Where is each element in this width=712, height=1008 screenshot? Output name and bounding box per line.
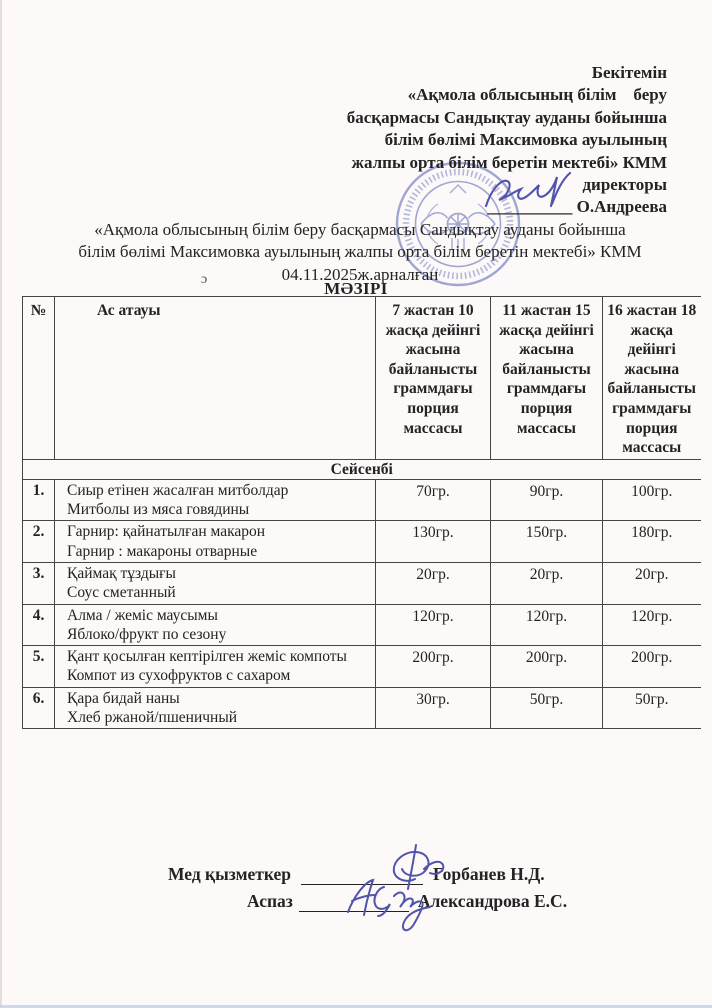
day-label: Сейсенбі (23, 459, 701, 479)
portion-16-18: 50гр. (603, 687, 701, 729)
dish-name-ru: Хлеб ржаной/пшеничный (67, 709, 238, 727)
dish-name (55, 604, 376, 646)
table-row (23, 604, 701, 646)
table-row (23, 646, 701, 688)
portion-7-10: 120гр. (376, 604, 491, 646)
portion-16-18: 120гр. (603, 604, 701, 646)
director-signature-icon (478, 168, 582, 216)
portion-16-18: 20гр. (603, 562, 701, 604)
day-row (23, 459, 701, 479)
portion-16-18: 200гр. (603, 646, 701, 688)
portion-11-15: 20гр. (491, 562, 603, 604)
col-header-dish: Ас атауы (55, 297, 376, 460)
dish-name-kk: Гарнир: қайнатылған макарон (67, 523, 266, 541)
dish-name-kk: Қант қосылған кептірілген жеміс компоты (67, 648, 347, 666)
approval-line: Бекітемін (591, 63, 667, 82)
table-row (23, 687, 701, 729)
row-number: 4. (23, 604, 55, 646)
portion-11-15: 120гр. (491, 604, 603, 646)
portion-16-18: 100гр. (603, 479, 701, 521)
dish-name (55, 521, 376, 563)
portion-7-10: 30гр. (376, 687, 491, 729)
table-row (23, 479, 701, 521)
dish-name-ru: Компот из сухофруктов с сахаром (67, 667, 291, 685)
dish-name (55, 646, 376, 688)
dish-name (55, 562, 376, 604)
portion-11-15: 150гр. (491, 521, 603, 563)
med-worker-name: Горбанев Н.Д. (433, 864, 545, 884)
intro-line: 04.11.2025ж.арналған (281, 264, 439, 284)
row-number: 5. (23, 646, 55, 688)
dish-name (55, 479, 376, 521)
med-worker-role-label: Мед қызметкер (168, 864, 292, 884)
col-header-number: № (23, 297, 55, 460)
row-number: 2. (23, 521, 55, 563)
dish-name-kk: Алма / жеміс маусымы (67, 606, 218, 624)
approval-line: жалпы орта білім беретін мектебі» КММ (351, 152, 667, 172)
portion-16-18: 180гр. (603, 521, 701, 563)
menu-table (22, 296, 701, 729)
portion-7-10: 130гр. (376, 521, 491, 563)
approval-line: білім бөлімі Максимовка ауылының (384, 130, 667, 150)
col-header-age-7-10: 7 жастан 10 жасқа дейінгі жасына байланысты граммдағы порция массасы (376, 297, 491, 460)
scan-edge-left (0, 0, 2, 1008)
table-row (23, 562, 701, 604)
portion-7-10: 70гр. (376, 479, 491, 521)
dish-name-ru: Соус сметанный (67, 584, 176, 602)
table-row (23, 521, 701, 563)
portion-11-15: 50гр. (491, 687, 603, 729)
approval-line: басқармасы Сандықтау ауданы бойынша (346, 107, 667, 127)
intro-line: «Ақмола облысының білім беру басқармасы Сандықтау ауданы бойынша (94, 220, 626, 239)
row-number: 3. (23, 562, 55, 604)
intro-line: білім бөлімі Максимовка ауылының жалпы орта білім беретін мектебі» КММ (78, 242, 642, 262)
menu-title: МӘЗІРІ (324, 279, 388, 298)
cook-name: Александрова Е.С. (417, 891, 568, 911)
dish-name-ru: Гарнир : макароны отварные (67, 542, 258, 560)
stray-pen-mark: ɔ (201, 272, 208, 287)
dish-name-ru: Митболы из мяса говядины (67, 501, 250, 519)
dish-name-ru: Яблоко/фрукт по сезону (67, 625, 227, 643)
dish-name (55, 687, 376, 729)
portion-11-15: 90гр. (491, 479, 603, 521)
table-header-row (23, 297, 701, 460)
approval-line: «Ақмола облысының білім беру (407, 85, 667, 105)
portion-7-10: 200гр. (376, 646, 491, 688)
dish-name-kk: Қаймақ тұздығы (67, 564, 176, 582)
row-number: 1. (23, 479, 55, 521)
portion-7-10: 20гр. (376, 562, 491, 604)
intro-paragraph (30, 219, 690, 286)
col-header-age-16-18: 16 жастан 18 жасқа дейінгі жасына байланысты граммдағы порция массасы (603, 297, 701, 460)
portion-11-15: 200гр. (491, 646, 603, 688)
dish-name-kk: Қара бидай наны (67, 689, 180, 707)
dish-name-kk: Сиыр етінен жасалған митболдар (67, 481, 289, 499)
col-header-age-11-15: 11 жастан 15 жасқа дейінгі жасына байланысты граммдағы порция массасы (491, 297, 603, 460)
director-signature-line: __________ О.Андреева (487, 197, 667, 217)
row-number: 6. (23, 687, 55, 729)
approval-line: директоры (582, 175, 667, 195)
cook-role-label: Аспаз (247, 891, 293, 911)
cook-signature-icon (340, 874, 438, 936)
